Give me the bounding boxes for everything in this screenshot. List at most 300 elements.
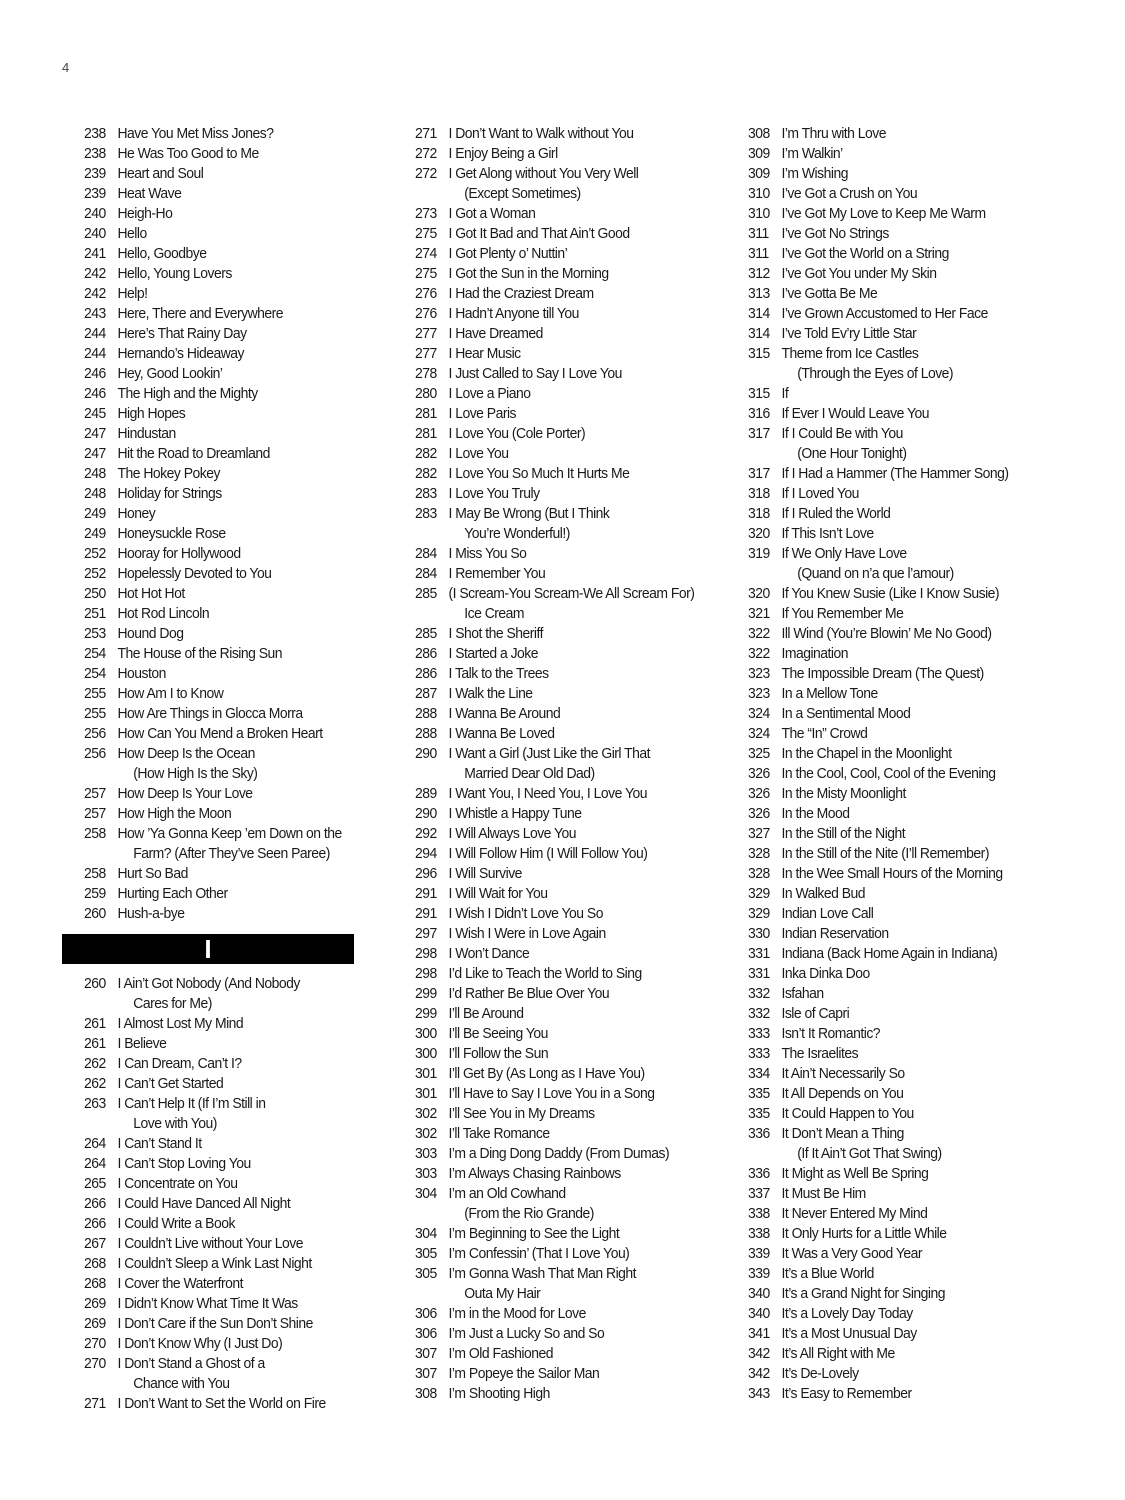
index-entry	[415, 624, 685, 644]
entry-page-number: 310	[748, 185, 770, 202]
entry-title: In the Still of the Nite (I’ll Remember)	[781, 845, 989, 862]
entry-title: Indian Love Call	[781, 905, 874, 922]
index-entry	[748, 764, 1018, 784]
entry-page-number: 244	[84, 345, 106, 362]
index-entry	[84, 684, 341, 704]
index-entry	[748, 864, 1018, 884]
entry-title: I Wanna Be Loved	[448, 725, 555, 742]
index-entry	[84, 144, 341, 164]
entry-page-number: 256	[84, 725, 106, 742]
entry-page-number: 332	[748, 985, 770, 1002]
entry-title-continuation: You’re Wonderful!)	[464, 525, 570, 542]
entry-title: In a Sentimental Mood	[781, 705, 911, 722]
entry-title: I Love You So Much It Hurts Me	[448, 465, 630, 482]
index-entry	[84, 1274, 341, 1294]
entry-page-number: 287	[415, 685, 437, 702]
index-entry	[84, 1214, 341, 1234]
entry-page-number: 260	[84, 975, 106, 992]
entry-title: Hello	[117, 225, 147, 242]
entry-title: It Might as Well Be Spring	[781, 1165, 929, 1182]
index-entry	[84, 444, 341, 464]
entry-title: Hindustan	[117, 425, 176, 442]
entry-title: I Didn’t Know What Time It Was	[117, 1295, 298, 1312]
entry-title: How Are Things in Glocca Morra	[117, 705, 303, 722]
index-entry	[748, 1124, 1018, 1144]
entry-title: I’m Always Chasing Rainbows	[448, 1165, 621, 1182]
index-entry	[748, 784, 1018, 804]
entry-title: I Don’t Know Why (I Just Do)	[117, 1335, 283, 1352]
entry-title: Hey, Good Lookin’	[117, 365, 223, 382]
entry-page-number: 264	[84, 1155, 106, 1172]
entry-title: I Enjoy Being a Girl	[448, 145, 558, 162]
entry-title: Indian Reservation	[781, 925, 889, 942]
index-entry	[84, 424, 341, 444]
index-entry	[415, 244, 685, 264]
index-entry	[415, 1064, 685, 1084]
entry-title: I’ve Got My Love to Keep Me Warm	[781, 205, 986, 222]
index-entry	[415, 1084, 685, 1104]
index-entry	[748, 424, 1018, 444]
entry-page-number: 268	[84, 1255, 106, 1272]
entry-page-number: 266	[84, 1215, 106, 1232]
entry-title: Help!	[117, 285, 148, 302]
entry-page-number: 329	[748, 885, 770, 902]
entry-title: In Walked Bud	[781, 885, 866, 902]
entry-title: I’m Gonna Wash That Man Right	[448, 1265, 637, 1282]
index-entry	[84, 344, 341, 364]
index-entry	[415, 824, 685, 844]
entry-page-number: 281	[415, 405, 437, 422]
entry-page-number: 334	[748, 1065, 770, 1082]
entry-title: I Started a Joke	[448, 645, 539, 662]
entry-title: I Hadn’t Anyone till You	[448, 305, 579, 322]
index-entry	[84, 1254, 341, 1274]
entry-page-number: 240	[84, 205, 106, 222]
entry-page-number: 277	[415, 345, 437, 362]
entry-title: If You Knew Susie (Like I Know Susie)	[781, 585, 1000, 602]
entry-title: In the Chapel in the Moonlight	[781, 745, 952, 762]
entry-page-number: 284	[415, 565, 437, 582]
index-entry	[415, 384, 685, 404]
index-column-2	[415, 124, 705, 1404]
entry-page-number: 340	[748, 1305, 770, 1322]
entry-title: I’m Confessin’ (That I Love You)	[448, 1245, 630, 1262]
entry-title: Theme from Ice Castles	[781, 345, 919, 362]
index-entry-continuation	[415, 184, 685, 204]
entry-title-continuation: (Quand on n’a que l’amour)	[797, 565, 954, 582]
index-entry	[415, 904, 685, 924]
entry-page-number: 247	[84, 445, 106, 462]
entry-title: I’m Popeye the Sailor Man	[448, 1365, 600, 1382]
index-entry	[415, 844, 685, 864]
index-entry	[415, 724, 685, 744]
entry-page-number: 248	[84, 485, 106, 502]
entry-page-number: 294	[415, 845, 437, 862]
entry-page-number: 305	[415, 1245, 437, 1262]
index-entry-continuation	[415, 1284, 685, 1304]
entry-title: I’ll Be Seeing You	[448, 1025, 548, 1042]
index-entry	[415, 704, 685, 724]
entry-title: I’ll Take Romance	[448, 1125, 550, 1142]
entry-page-number: 323	[748, 685, 770, 702]
entry-title: Hurting Each Other	[117, 885, 228, 902]
index-entry	[84, 524, 341, 544]
index-entry	[748, 484, 1018, 504]
entry-title: I Love You	[448, 445, 509, 462]
entry-title: I Won’t Dance	[448, 945, 530, 962]
index-entry	[748, 1104, 1018, 1124]
index-entry	[748, 1024, 1018, 1044]
entry-page-number: 333	[748, 1045, 770, 1062]
entry-title: In a Mellow Tone	[781, 685, 878, 702]
entry-title: I Cover the Waterfront	[117, 1275, 243, 1292]
index-entry	[84, 864, 341, 884]
index-entry	[84, 564, 341, 584]
entry-title: I Remember You	[448, 565, 546, 582]
entry-page-number: 302	[415, 1125, 437, 1142]
entry-page-number: 305	[415, 1265, 437, 1282]
index-column-3	[748, 124, 1038, 1404]
entry-title: I Don’t Care if the Sun Don’t Shine	[117, 1315, 313, 1332]
index-entry	[748, 344, 1018, 364]
entry-title: I’m Old Fashioned	[448, 1345, 553, 1362]
entry-title: I’m Beginning to See the Light	[448, 1225, 620, 1242]
index-entry	[84, 384, 341, 404]
index-entry	[748, 664, 1018, 684]
entry-title: I’ll Be Around	[448, 1005, 524, 1022]
index-entry	[415, 1184, 685, 1204]
entry-page-number: 257	[84, 785, 106, 802]
page-number: 4	[62, 60, 70, 75]
index-entry	[415, 864, 685, 884]
index-entry	[84, 744, 341, 764]
entry-title: Here, There and Everywhere	[117, 305, 284, 322]
index-entry	[748, 1164, 1018, 1184]
entry-title: I’ve Got No Strings	[781, 225, 889, 242]
entry-page-number: 309	[748, 145, 770, 162]
index-entry	[84, 974, 341, 994]
entry-page-number: 242	[84, 285, 106, 302]
index-entry	[84, 724, 341, 744]
entry-page-number: 298	[415, 945, 437, 962]
index-entry	[84, 184, 341, 204]
entry-page-number: 337	[748, 1185, 770, 1202]
entry-title: I’m Just a Lucky So and So	[448, 1325, 605, 1342]
index-entry	[84, 904, 341, 924]
index-entry	[748, 744, 1018, 764]
entry-title: I Couldn’t Sleep a Wink Last Night	[117, 1255, 312, 1272]
index-entry	[415, 964, 685, 984]
entry-title: I Concentrate on You	[117, 1175, 238, 1192]
entry-page-number: 311	[748, 245, 769, 262]
entry-title: Ill Wind (You’re Blowin’ Me No Good)	[781, 625, 992, 642]
entry-page-number: 290	[415, 805, 437, 822]
index-entry	[748, 1264, 1018, 1284]
index-entry	[415, 1324, 685, 1344]
entry-title: Heigh-Ho	[117, 205, 173, 222]
entry-page-number: 264	[84, 1135, 106, 1152]
entry-page-number: 315	[748, 345, 770, 362]
entry-title: I Talk to the Trees	[448, 665, 549, 682]
index-entry	[84, 504, 341, 524]
index-entry	[748, 964, 1018, 984]
index-entry	[84, 1314, 341, 1334]
entry-page-number: 259	[84, 885, 106, 902]
entry-page-number: 336	[748, 1125, 770, 1142]
entry-page-number: 288	[415, 725, 437, 742]
index-entry	[748, 204, 1018, 224]
index-entry	[415, 664, 685, 684]
index-entry	[415, 1224, 685, 1244]
index-entry	[84, 1154, 341, 1174]
index-entry	[415, 1364, 685, 1384]
entry-page-number: 250	[84, 585, 106, 602]
entry-page-number: 252	[84, 545, 106, 562]
entry-page-number: 290	[415, 745, 437, 762]
index-entry	[415, 1144, 685, 1164]
entry-page-number: 300	[415, 1025, 437, 1042]
index-entry	[748, 224, 1018, 244]
index-entry	[415, 1344, 685, 1364]
entry-title: If We Only Have Love	[781, 545, 907, 562]
entry-title: I Have Dreamed	[448, 325, 543, 342]
entry-page-number: 282	[415, 465, 437, 482]
entry-title: How ’Ya Gonna Keep ’em Down on the	[117, 825, 342, 842]
entry-page-number: 272	[415, 165, 437, 182]
entry-title: Hot Rod Lincoln	[117, 605, 210, 622]
index-entry	[748, 324, 1018, 344]
entry-page-number: 238	[84, 125, 106, 142]
entry-title: I Couldn’t Live without Your Love	[117, 1235, 304, 1252]
entry-page-number: 331	[748, 945, 770, 962]
entry-page-number: 245	[84, 405, 106, 422]
entry-title: I Ain’t Got Nobody (And Nobody	[117, 975, 300, 992]
index-entry	[415, 1384, 685, 1404]
entry-page-number: 270	[84, 1355, 106, 1372]
index-entry-continuation	[415, 604, 685, 624]
index-entry	[84, 364, 341, 384]
entry-page-number: 339	[748, 1265, 770, 1282]
entry-title: Hurt So Bad	[117, 865, 188, 882]
index-entry-continuation	[84, 1374, 341, 1394]
entry-title: It’s a Blue World	[781, 1265, 874, 1282]
index-entry	[415, 984, 685, 1004]
entry-title: It Could Happen to You	[781, 1105, 914, 1122]
index-entry	[748, 244, 1018, 264]
entry-title: Hernando’s Hideaway	[117, 345, 244, 362]
entry-title: In the Mood	[781, 805, 850, 822]
index-entry	[748, 584, 1018, 604]
index-entry	[415, 1044, 685, 1064]
entry-title: The House of the Rising Sun	[117, 645, 283, 662]
entry-title: It’s a Lovely Day Today	[781, 1305, 913, 1322]
entry-title: Imagination	[781, 645, 848, 662]
index-entry	[84, 1034, 341, 1054]
entry-page-number: 343	[748, 1385, 770, 1402]
index-entry-continuation	[415, 1204, 685, 1224]
entry-title: I Will Always Love You	[448, 825, 577, 842]
entry-title-continuation: Farm? (After They’ve Seen Paree)	[133, 845, 330, 862]
entry-page-number: 310	[748, 205, 770, 222]
index-entry	[84, 264, 341, 284]
entry-title: It’s Easy to Remember	[781, 1385, 912, 1402]
index-entry	[415, 544, 685, 564]
entry-title: Hello, Young Lovers	[117, 265, 232, 282]
entry-page-number: 258	[84, 825, 106, 842]
entry-page-number: 321	[748, 605, 770, 622]
index-entry	[748, 1364, 1018, 1384]
index-entry	[415, 344, 685, 364]
entry-title: I Got Plenty o’ Nuttin’	[448, 245, 568, 262]
entry-page-number: 332	[748, 1005, 770, 1022]
entry-title: I Love Paris	[448, 405, 517, 422]
index-entry	[415, 364, 685, 384]
index-entry	[84, 1354, 341, 1374]
entry-page-number: 286	[415, 665, 437, 682]
entry-title: I’ll Get By (As Long as I Have You)	[448, 1065, 645, 1082]
index-entry	[748, 384, 1018, 404]
index-entry	[415, 924, 685, 944]
index-entry	[415, 324, 685, 344]
entry-page-number: 239	[84, 165, 106, 182]
entry-title: I Will Survive	[448, 865, 522, 882]
index-entry	[84, 884, 341, 904]
index-entry	[84, 584, 341, 604]
index-entry	[415, 564, 685, 584]
entry-page-number: 308	[415, 1385, 437, 1402]
entry-title-continuation: Love with You)	[133, 1115, 217, 1132]
entry-title: Hit the Road to Dreamland	[117, 445, 270, 462]
index-entry	[748, 1324, 1018, 1344]
entry-page-number: 256	[84, 745, 106, 762]
entry-title: Honey	[117, 505, 156, 522]
entry-title: How Deep Is the Ocean	[117, 745, 255, 762]
entry-page-number: 246	[84, 385, 106, 402]
entry-page-number: 301	[415, 1065, 437, 1082]
index-entry	[84, 1094, 341, 1114]
entry-title: I Want a Girl (Just Like the Girl That	[448, 745, 650, 762]
entry-page-number: 280	[415, 385, 437, 402]
entry-page-number: 303	[415, 1165, 437, 1182]
index-entry	[748, 824, 1018, 844]
entry-title: It Never Entered My Mind	[781, 1205, 928, 1222]
entry-page-number: 262	[84, 1075, 106, 1092]
entry-page-number: 331	[748, 965, 770, 982]
entry-title-continuation: Outa My Hair	[464, 1285, 541, 1302]
entry-title: Holiday for Strings	[117, 485, 222, 502]
entry-title: If I Ruled the World	[781, 505, 891, 522]
index-entry	[748, 1384, 1018, 1404]
index-entry	[84, 1054, 341, 1074]
entry-page-number: 257	[84, 805, 106, 822]
entry-title: It Only Hurts for a Little While	[781, 1225, 947, 1242]
index-entry	[84, 404, 341, 424]
entry-page-number: 267	[84, 1235, 106, 1252]
entry-page-number: 244	[84, 325, 106, 342]
entry-title: I Wanna Be Around	[448, 705, 561, 722]
index-entry	[748, 1224, 1018, 1244]
entry-page-number: 307	[415, 1345, 437, 1362]
index-entry	[748, 284, 1018, 304]
entry-page-number: 258	[84, 865, 106, 882]
entry-title: If I Loved You	[781, 485, 859, 502]
index-entry	[84, 164, 341, 184]
entry-title: I’d Like to Teach the World to Sing	[448, 965, 642, 982]
index-entry	[84, 284, 341, 304]
entry-page-number: 314	[748, 305, 770, 322]
entry-title: I’ve Gotta Be Me	[781, 285, 878, 302]
entry-page-number: 309	[748, 165, 770, 182]
index-entry	[748, 944, 1018, 964]
entry-title: It’s a Most Unusual Day	[781, 1325, 917, 1342]
entry-title: I Whistle a Happy Tune	[448, 805, 582, 822]
index-entry	[84, 784, 341, 804]
entry-page-number: 275	[415, 225, 437, 242]
index-entry-continuation	[748, 564, 1018, 584]
index-entry-continuation	[84, 1114, 341, 1134]
index-entry	[415, 804, 685, 824]
index-entry	[748, 184, 1018, 204]
entry-title: Hello, Goodbye	[117, 245, 207, 262]
index-entry	[84, 244, 341, 264]
entry-page-number: 308	[748, 125, 770, 142]
index-entry-continuation	[415, 524, 685, 544]
entry-page-number: 316	[748, 405, 770, 422]
entry-title: The Hokey Pokey	[117, 465, 220, 482]
index-entry	[415, 1304, 685, 1324]
entry-title-continuation: (Except Sometimes)	[464, 185, 581, 202]
entry-title: Honeysuckle Rose	[117, 525, 226, 542]
index-entry	[748, 504, 1018, 524]
entry-title: The “In” Crowd	[781, 725, 868, 742]
entry-title: It’s All Right with Me	[781, 1345, 895, 1362]
index-entry	[415, 464, 685, 484]
entry-title: I Will Wait for You	[448, 885, 548, 902]
entry-page-number: 315	[748, 385, 770, 402]
entry-page-number: 261	[84, 1015, 106, 1032]
entry-page-number: 269	[84, 1295, 106, 1312]
entry-title: I Had the Craziest Dream	[448, 285, 594, 302]
entry-title: Houston	[117, 665, 166, 682]
index-entry-continuation	[415, 764, 685, 784]
entry-page-number: 339	[748, 1245, 770, 1262]
entry-page-number: 255	[84, 705, 106, 722]
index-entry	[84, 304, 341, 324]
entry-title-continuation: Ice Cream	[464, 605, 525, 622]
entry-page-number: 261	[84, 1035, 106, 1052]
entry-page-number: 330	[748, 925, 770, 942]
entry-page-number: 265	[84, 1175, 106, 1192]
entry-page-number: 328	[748, 845, 770, 862]
entry-title: Hopelessly Devoted to You	[117, 565, 272, 582]
index-entry	[415, 124, 685, 144]
entry-title: It’s a Grand Night for Singing	[781, 1285, 946, 1302]
entry-page-number: 262	[84, 1055, 106, 1072]
section-letter-header: I	[62, 934, 354, 964]
index-entry	[415, 944, 685, 964]
index-entry	[84, 1334, 341, 1354]
index-entry	[748, 804, 1018, 824]
entry-title: I’m Walkin’	[781, 145, 843, 162]
entry-page-number: 270	[84, 1335, 106, 1352]
entry-title: If Ever I Would Leave You	[781, 405, 929, 422]
entry-page-number: 319	[748, 545, 770, 562]
index-entry-continuation	[84, 764, 341, 784]
index-entry	[748, 144, 1018, 164]
entry-page-number: 278	[415, 365, 437, 382]
entry-page-number: 254	[84, 645, 106, 662]
entry-title: It All Depends on You	[781, 1085, 904, 1102]
